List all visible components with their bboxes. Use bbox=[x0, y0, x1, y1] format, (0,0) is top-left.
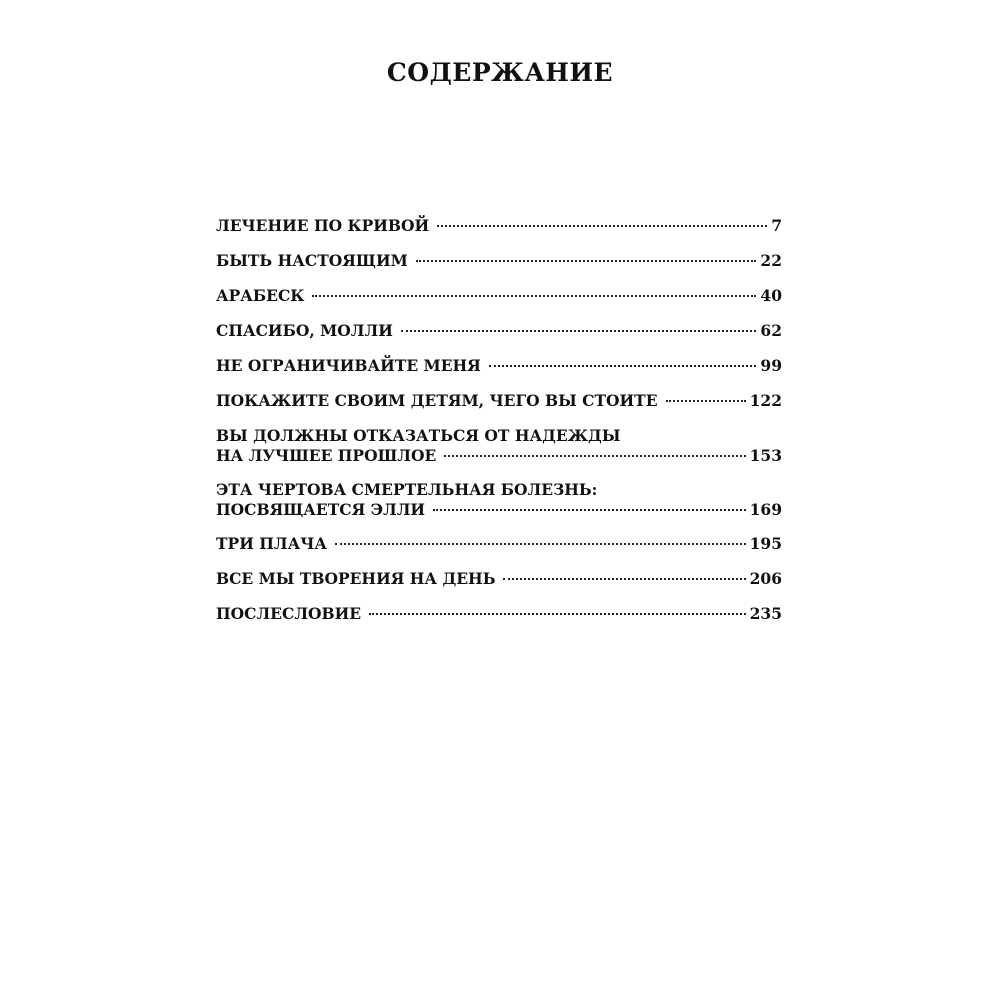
toc-entry bbox=[216, 426, 782, 466]
dot-leader bbox=[416, 260, 757, 262]
toc-entry bbox=[216, 480, 782, 520]
toc-entry-title: НЕ ОГРАНИЧИВАЙТЕ МЕНЯ bbox=[216, 356, 481, 375]
toc-entry-title: АРАБЕСК bbox=[216, 286, 305, 305]
toc-entry bbox=[216, 604, 782, 624]
toc-entry-title: БЫТЬ НАСТОЯЩИМ bbox=[216, 251, 408, 270]
toc-page-number: 22 bbox=[760, 251, 782, 270]
toc-entry bbox=[216, 321, 782, 341]
dot-leader bbox=[444, 455, 745, 457]
toc-entry-title: ТРИ ПЛАЧА bbox=[216, 534, 327, 553]
toc-page-number: 153 bbox=[749, 446, 782, 465]
dot-leader bbox=[666, 400, 746, 402]
dot-leader bbox=[489, 365, 757, 367]
toc-entry bbox=[216, 286, 782, 306]
toc-entry-title-line1: ВЫ ДОЛЖНЫ ОТКАЗАТЬСЯ ОТ НАДЕЖДЫ bbox=[216, 426, 621, 445]
toc-entry-title: ПОСЛЕСЛОВИЕ bbox=[216, 604, 362, 623]
toc-entry-title: ВСЕ МЫ ТВОРЕНИЯ НА ДЕНЬ bbox=[216, 569, 496, 588]
toc-page-number: 235 bbox=[749, 604, 782, 623]
toc-page-number: 195 bbox=[749, 534, 782, 553]
page-title: СОДЕРЖАНИЕ bbox=[386, 58, 614, 87]
toc-page-number: 122 bbox=[749, 391, 782, 410]
toc-entry bbox=[216, 391, 782, 411]
dot-leader bbox=[401, 330, 757, 332]
toc-entry-title-line1: ЭТА ЧЕРТОВА СМЕРТЕЛЬНАЯ БОЛЕЗНЬ: bbox=[216, 480, 598, 499]
dot-leader bbox=[437, 225, 767, 227]
toc-page-number: 62 bbox=[760, 321, 782, 340]
toc-entry-title: ПОКАЖИТЕ СВОИМ ДЕТЯМ, ЧЕГО ВЫ СТОИТЕ bbox=[216, 391, 658, 410]
toc-entry bbox=[216, 216, 782, 236]
toc-entry bbox=[216, 251, 782, 271]
toc-entry bbox=[216, 356, 782, 376]
dot-leader bbox=[503, 578, 745, 580]
toc-entry-title: ПОСВЯЩАЕТСЯ ЭЛЛИ bbox=[216, 500, 426, 519]
toc-entry-title: НА ЛУЧШЕЕ ПРОШЛОЕ bbox=[216, 446, 437, 465]
toc-entry-title: СПАСИБО, МОЛЛИ bbox=[216, 321, 393, 340]
toc-page-number: 169 bbox=[749, 500, 782, 519]
toc-entry bbox=[216, 534, 782, 554]
table-of-contents bbox=[216, 216, 782, 639]
toc-page-number: 40 bbox=[760, 286, 782, 305]
toc-entry bbox=[216, 569, 782, 589]
dot-leader bbox=[433, 509, 746, 511]
dot-leader bbox=[369, 613, 746, 615]
dot-leader bbox=[312, 295, 756, 297]
toc-entry-title: ЛЕЧЕНИЕ ПО КРИВОЙ bbox=[216, 216, 430, 235]
toc-page-number: 99 bbox=[760, 356, 782, 375]
toc-page-number: 206 bbox=[749, 569, 782, 588]
toc-page-number: 7 bbox=[771, 216, 782, 235]
dot-leader bbox=[335, 543, 746, 545]
